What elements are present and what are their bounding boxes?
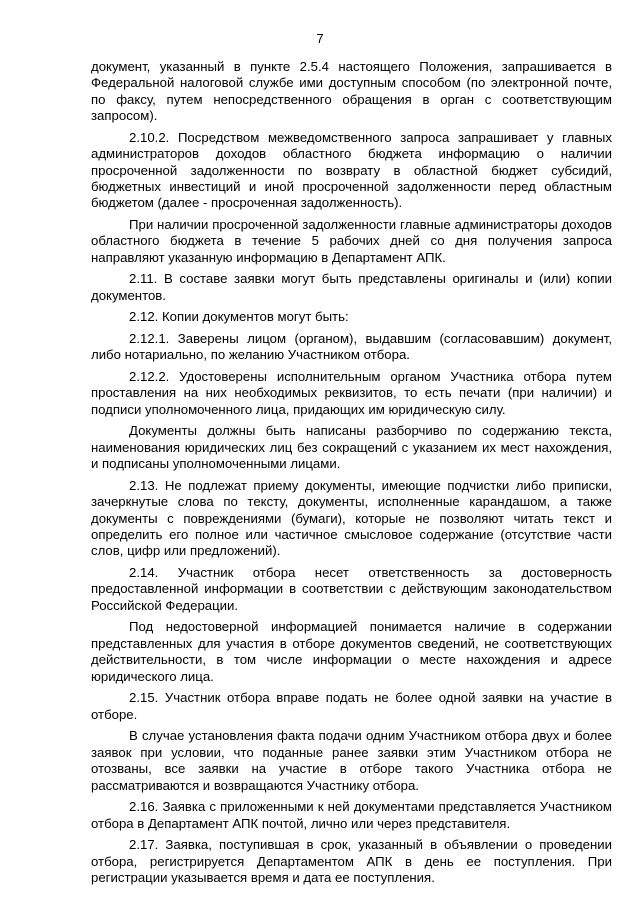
paragraph-2-11: 2.11. В составе заявки могут быть представлены оригиналы и (или) копии документов.	[91, 271, 612, 303]
paragraph-2-10-2: 2.10.2. Посредством межведомственного запроса запрашивает у главных администраторов доходов областного бюджета информацию о наличии просроченной задолженности по возврату в областной бюджет субсидий, бюджетных инвестиций и иной просроченной задолженности перед областным бюджетом (далее - просроченная задолженность).	[91, 129, 612, 211]
paragraph-continuation: документ, указанный в пункте 2.5.4 настоящего Положения, запрашивается в Федеральной налоговой службе ими доступным способом (по электронной почте, по факсу, путем непосредственного обращения в орган с соответствующим запросом).	[91, 59, 612, 124]
paragraph-2-14: 2.14. Участник отбора несет ответственность за достоверность предоставленной информации в соответствии с действующим законодательством Российской Федерации.	[91, 565, 612, 613]
paragraph-multiple-applications: В случае установления факта подачи одним Участником отбора двух и более заявок при условии, что поданные ранее заявки этим Участником отбора не отозваны, все заявки на участие в отборе такого Участника отбора не рассматриваются и возвращаются Участнику отбора.	[91, 728, 612, 793]
paragraph-overdue-debt: При наличии просроченной задолженности главные администраторы доходов областного бюджета в течение 5 рабочих дней со дня получения запроса направляют указанную информацию в Департамент АПК.	[91, 217, 612, 265]
paragraph-2-13: 2.13. Не подлежат приему документы, имеющие подчистки либо приписки, зачеркнутые слова по тексту, документы, исполненные карандашом, а также документы с повреждениями (бумаги), которые не позволяют читать текст и определить его полное или частичное смысловое содержание (отсутствие части слов, цифр или предложений).	[91, 477, 612, 559]
paragraph-2-17: 2.17. Заявка, поступившая в срок, указанный в объявлении о проведении отбора, регистрируется Департаментом АПК в день ее поступления. При регистрации указывается время и дата ее поступления.	[91, 837, 612, 885]
page-number: 7	[316, 31, 324, 46]
paragraph-2-12-2: 2.12.2. Удостоверены исполнительным органом Участника отбора путем проставления на них необходимых реквизитов, то есть печати (при наличии) и подписи уполномоченного лица, придающих им юридическую силу.	[91, 369, 612, 417]
paragraph-documents-legibility: Документы должны быть написаны разборчиво по содержанию текста, наименования юридических лиц без сокращений с указанием их мест нахождения, и подписаны уполномоченными лицами.	[91, 423, 612, 472]
document-body	[91, 59, 612, 892]
paragraph-2-12-1: 2.12.1. Заверены лицом (органом), выдавшим (согласовавшим) документ, либо нотариально, по желанию Участником отбора.	[91, 331, 612, 363]
paragraph-false-information: Под недостоверной информацией понимается наличие в содержании представленных для участия в отборе документов сведений, не соответствующих действительности, в том числе информации о месте нахождения и адресе юридического лица.	[91, 619, 612, 684]
paragraph-2-12: 2.12. Копии документов могут быть:	[129, 309, 349, 325]
paragraph-2-15: 2.15. Участник отбора вправе подать не более одной заявки на участие в отборе.	[91, 690, 612, 722]
paragraph-2-16: 2.16. Заявка с приложенными к ней документами представляется Участником отбора в Департамент АПК почтой, лично или через представителя.	[91, 799, 612, 831]
